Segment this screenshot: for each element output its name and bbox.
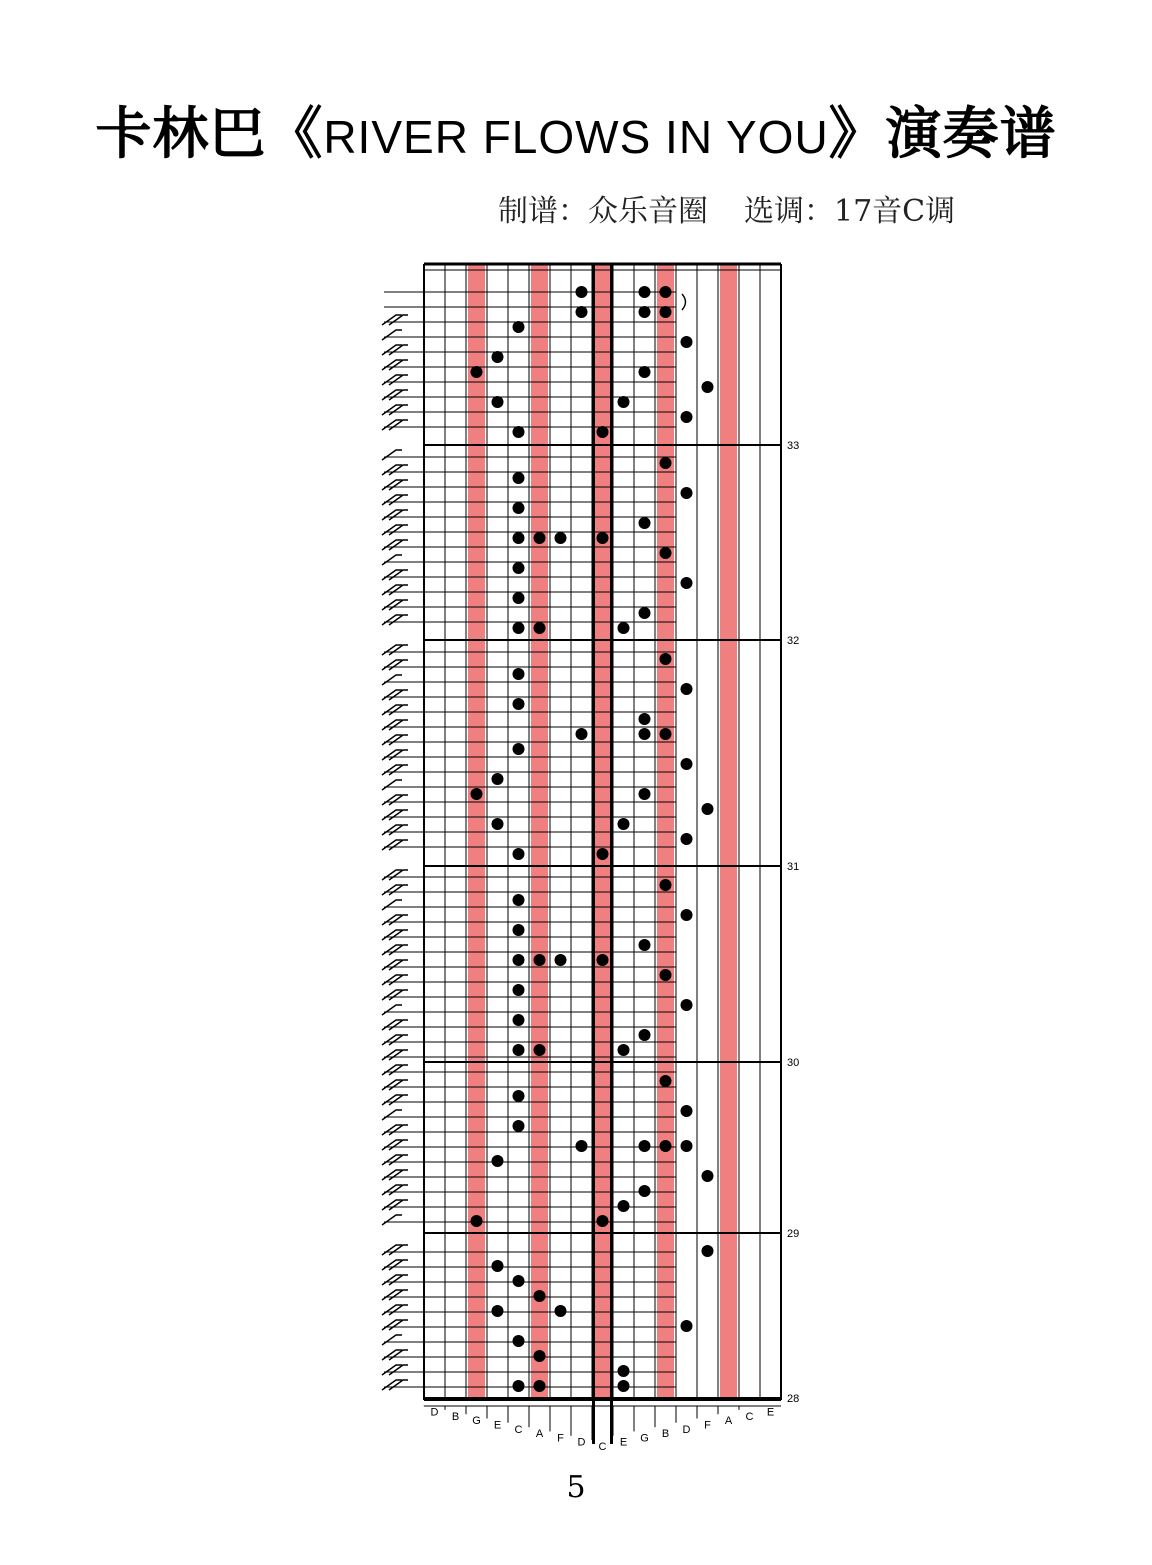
rhythm-flag [382,1215,402,1225]
note-dot [597,532,609,544]
note-dot [492,351,504,363]
rhythm-flag [389,810,408,820]
note-dot [513,1380,525,1392]
note-dot [702,1245,714,1257]
rhythm-flag [389,645,408,655]
rhythm-flag [389,600,408,610]
note-dot [618,1380,630,1392]
note-dot [639,607,651,619]
rhythm-flag [389,945,408,955]
key-label: G [640,1432,649,1445]
note-dot [597,954,609,966]
rhythm-flag [389,375,408,385]
note-dot [618,818,630,830]
note-dot [660,547,672,559]
key-label: A [535,1428,544,1441]
note-dot [534,532,546,544]
note-dot [639,1140,651,1152]
key-label: D [430,1406,439,1419]
rhythm-flag [382,450,402,460]
rhythm-flag [389,705,408,715]
note-dot [597,1215,609,1227]
arranger-label: 制谱：众乐音圈 [498,194,708,229]
title-prefix: 卡林巴《 [95,102,324,167]
rhythm-flag [389,615,408,625]
note-dot [618,1365,630,1377]
rhythm-flag [389,750,408,760]
note-dot [660,306,672,318]
rhythm-flag [389,525,408,535]
note-dot [576,1140,588,1152]
note-dot [513,321,525,333]
rhythm-flag [389,1020,408,1030]
note-dot [513,1090,525,1102]
note-dot [660,1140,672,1152]
note-dot [513,502,525,514]
note-dot [576,306,588,318]
note-dot [639,286,651,298]
rhythm-flag [389,1095,408,1105]
note-dot [513,668,525,680]
rhythm-flag [382,1335,402,1345]
note-dot [681,577,693,589]
note-dot [639,788,651,800]
note-dot [597,426,609,438]
page-number: 5 [566,1470,586,1505]
note-dot [681,1105,693,1117]
note-dot [639,713,651,725]
note-dot [513,426,525,438]
rhythm-flag [389,1350,408,1360]
rhythm-flag [389,345,408,355]
note-dot [513,532,525,544]
note-dot [513,1044,525,1056]
note-dot [534,954,546,966]
rhythm-flag [389,570,408,580]
note-dot [639,306,651,318]
note-dot [513,743,525,755]
title-song: RIVER FLOWS IN YOU [323,111,829,163]
note-dot [513,984,525,996]
note-dot [681,683,693,695]
rhythm-flag [389,975,408,985]
rhythm-flag [389,1260,408,1270]
note-dot [534,622,546,634]
key-label: A [724,1415,733,1428]
rhythm-flag [382,675,402,685]
note-dot [618,1200,630,1212]
note-dot [597,848,609,860]
note-dot [492,818,504,830]
note-dot [681,411,693,423]
note-dot [555,1305,567,1317]
slur-mark [682,294,686,310]
note-dot [681,336,693,348]
highlight-column [720,264,737,1400]
rhythm-flag [389,465,408,475]
rhythm-flag [389,885,408,895]
note-dot [513,924,525,936]
measure-number: 28 [787,1393,800,1405]
key-label: E [493,1419,502,1432]
note-dot [681,999,693,1011]
note-dot [660,969,672,981]
note-dot [513,592,525,604]
note-dot [660,286,672,298]
note-dot [639,1185,651,1197]
rhythm-flag [389,1035,408,1045]
rhythm-flag [389,315,408,325]
rhythm-flag [382,1110,402,1120]
rhythm-flag [389,1050,408,1060]
note-dot [513,954,525,966]
note-dot [639,728,651,740]
measure-number: 31 [787,861,800,873]
rhythm-flag [389,585,408,595]
measure-number: 33 [787,440,800,452]
note-dot [681,1320,693,1332]
note-dot [660,653,672,665]
note-dot [471,1215,483,1227]
rhythm-flag [389,495,408,505]
note-dot [639,366,651,378]
note-dot [513,848,525,860]
measure-number: 30 [787,1057,800,1069]
key-label: 选调：17音C调 [744,194,956,229]
rhythm-flag [389,840,408,850]
note-dot [513,1120,525,1132]
note-dot [660,879,672,891]
key-label: C [745,1410,754,1423]
key-label: C [514,1423,523,1436]
note-dot [513,894,525,906]
note-dot [513,472,525,484]
note-dot [618,396,630,408]
rhythm-flag [389,390,408,400]
key-label: D [577,1436,586,1449]
note-dot [513,1275,525,1287]
rhythm-flag [382,555,402,565]
note-dot [639,1029,651,1041]
note-dot [471,366,483,378]
rhythm-flag [389,360,408,370]
note-dot [555,954,567,966]
rhythm-flag [389,405,408,415]
note-dot [513,622,525,634]
rhythm-flag [382,330,402,340]
rhythm-flag [382,1005,402,1015]
note-dot [534,1380,546,1392]
key-label: C [598,1441,607,1453]
rhythm-flag [389,1320,408,1330]
note-dot [702,381,714,393]
note-dot [660,728,672,740]
note-dot [471,788,483,800]
note-dot [492,1305,504,1317]
note-dot [681,487,693,499]
measure-number: 32 [787,635,800,647]
rhythm-flag [389,1140,408,1150]
rhythm-flag [389,990,408,1000]
note-dot [492,773,504,785]
key-label: B [451,1410,460,1423]
rhythm-flag [389,960,408,970]
measure-number: 29 [787,1228,800,1240]
note-dot [681,1140,693,1152]
note-dot [660,457,672,469]
rhythm-flag [389,1305,408,1315]
note-dot [513,1014,525,1026]
note-dot [492,1260,504,1272]
rhythm-flag [389,420,408,430]
key-label: D [682,1423,691,1436]
rhythm-flag [389,915,408,925]
rhythm-flag [389,510,408,520]
note-dot [618,1044,630,1056]
rhythm-flag [389,1170,408,1180]
rhythm-flag [389,540,408,550]
note-dot [681,758,693,770]
note-dot [513,1335,525,1347]
note-dot [513,698,525,710]
note-dot [534,1044,546,1056]
key-label: B [661,1428,670,1441]
rhythm-flag [389,765,408,775]
note-dot [618,622,630,634]
rhythm-flag [389,480,408,490]
rhythm-flag [389,720,408,730]
rhythm-flag [389,660,408,670]
rhythm-flag [389,930,408,940]
rhythm-flag [389,1290,408,1300]
note-dot [492,396,504,408]
key-label: G [472,1415,481,1428]
rhythm-flag [389,795,408,805]
key-label: F [557,1432,564,1445]
rhythm-flag [389,1185,408,1195]
key-label: E [619,1436,628,1449]
rhythm-flag [389,1200,408,1210]
title-suffix: 》演奏谱 [828,102,1057,167]
rhythm-flag [389,1125,408,1135]
key-label: F [704,1419,711,1432]
rhythm-flag [382,900,402,910]
note-dot [555,532,567,544]
note-dot [660,1075,672,1087]
rhythm-flag [382,780,402,790]
note-dot [639,939,651,951]
note-dot [702,1170,714,1182]
note-dot [534,1290,546,1302]
note-dot [681,909,693,921]
rhythm-flag [389,1080,408,1090]
note-dot [681,833,693,845]
rhythm-flag [389,690,408,700]
note-dot [576,728,588,740]
note-dot [534,1350,546,1362]
note-dot [492,1155,504,1167]
note-dot [702,803,714,815]
note-dot [576,286,588,298]
note-dot [639,517,651,529]
rhythm-flag [389,870,408,880]
rhythm-flag [389,1275,408,1285]
rhythm-flag [389,1365,408,1375]
rhythm-flag [389,1245,408,1255]
rhythm-flag [389,735,408,745]
note-dot [513,562,525,574]
rhythm-flag [389,1380,408,1390]
rhythm-flag [389,1155,408,1165]
rhythm-flag [389,825,408,835]
rhythm-flag [389,1065,408,1075]
key-label: E [766,1406,775,1419]
